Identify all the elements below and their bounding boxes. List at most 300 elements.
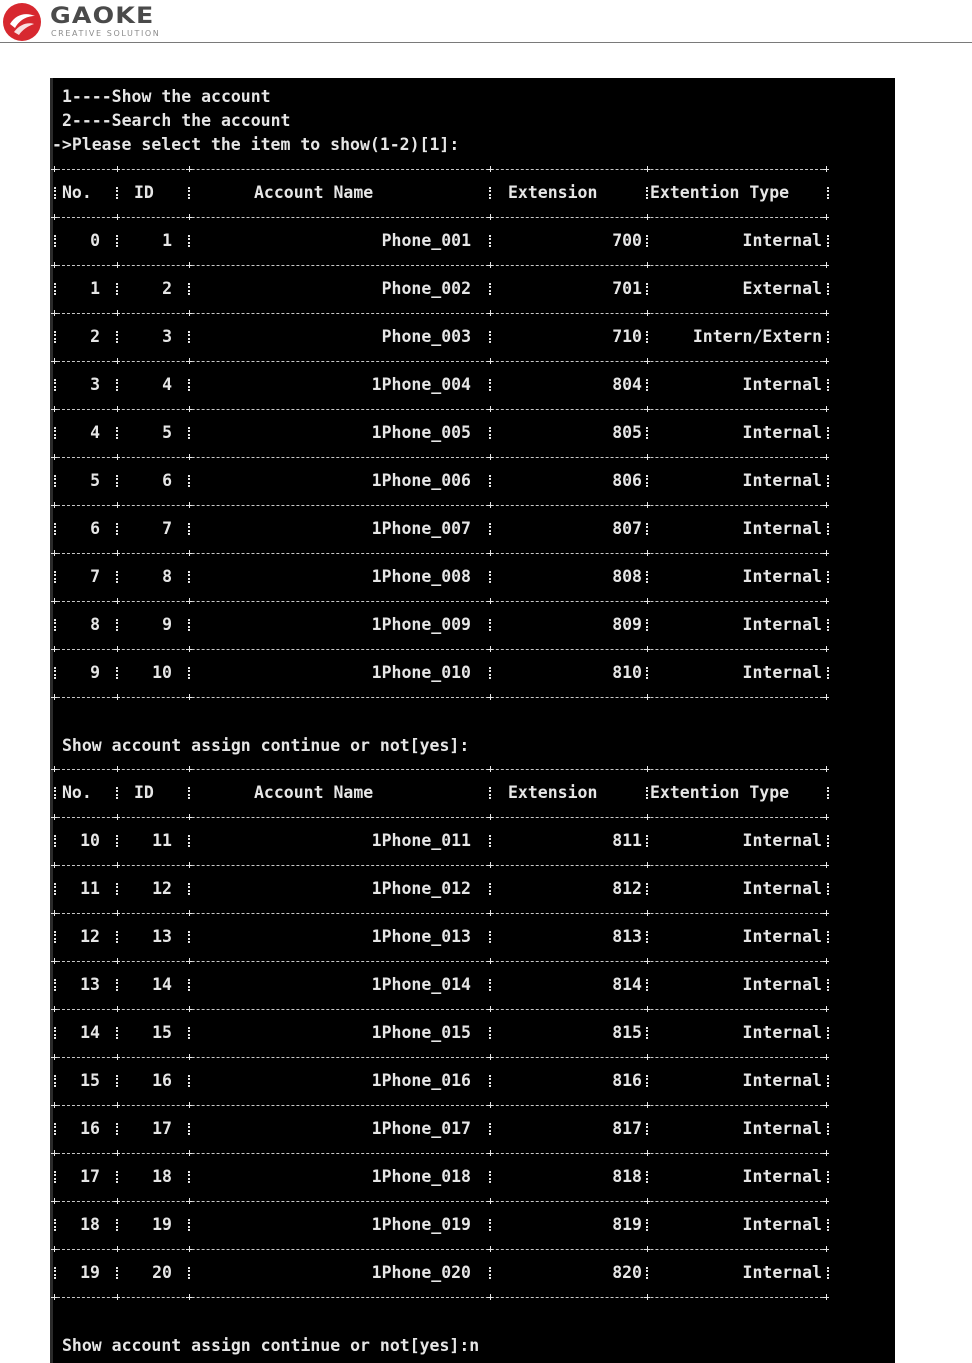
border-junction: [186, 310, 192, 316]
border-junction: [487, 358, 493, 364]
border-junction: [51, 598, 57, 604]
border-junction: [823, 358, 829, 364]
column-separator: [116, 1075, 120, 1087]
column-separator: [827, 1171, 831, 1183]
column-separator: [827, 379, 831, 391]
column-separator: [188, 1123, 192, 1135]
continue-prompt: Show account assign continue or not[yes]:n: [62, 1336, 480, 1355]
border-junction: [644, 502, 650, 508]
menu-item: 1----Show the account: [62, 87, 271, 106]
row-account-name: 1Phone_015: [371, 1023, 471, 1042]
column-separator: [646, 1075, 650, 1087]
column-separator: [827, 1219, 831, 1231]
row-extension-type: Internal: [742, 831, 822, 850]
border-junction: [114, 214, 120, 220]
column-separator: [489, 235, 493, 247]
border-junction: [823, 310, 829, 316]
border-junction: [51, 1150, 57, 1156]
border-junction: [823, 910, 829, 916]
border-junction: [487, 862, 493, 868]
column-separator: [489, 1219, 493, 1231]
border-junction: [186, 406, 192, 412]
column-header: ID: [134, 783, 154, 802]
column-separator: [54, 979, 58, 991]
border-junction: [644, 406, 650, 412]
column-separator: [116, 667, 120, 679]
border-junction: [644, 1054, 650, 1060]
border-junction: [487, 310, 493, 316]
column-separator: [489, 427, 493, 439]
column-separator: [188, 931, 192, 943]
column-separator: [188, 1171, 192, 1183]
column-separator: [646, 1123, 650, 1135]
row-extension-type: Internal: [742, 1071, 822, 1090]
row-extension: 812: [612, 879, 642, 898]
row-extension: 811: [612, 831, 642, 850]
table-border: [52, 1249, 828, 1250]
border-junction: [186, 766, 192, 772]
table-border: [52, 961, 828, 962]
column-separator: [54, 379, 58, 391]
border-junction: [51, 166, 57, 172]
column-separator: [54, 835, 58, 847]
row-no: 19: [80, 1263, 100, 1282]
border-junction: [487, 646, 493, 652]
column-separator: [54, 931, 58, 943]
document-header: [0, 0, 972, 44]
column-separator: [827, 667, 831, 679]
column-separator: [489, 571, 493, 583]
column-separator: [489, 187, 493, 199]
row-extension: 809: [612, 615, 642, 634]
column-separator: [489, 331, 493, 343]
border-junction: [114, 1006, 120, 1012]
border-junction: [487, 958, 493, 964]
row-account-name: 1Phone_007: [371, 519, 471, 538]
border-junction: [487, 166, 493, 172]
border-junction: [114, 262, 120, 268]
border-junction: [487, 694, 493, 700]
row-id: 13: [152, 927, 172, 946]
table-border: [52, 1153, 828, 1154]
border-junction: [186, 1102, 192, 1108]
column-header: ID: [134, 183, 154, 202]
column-separator: [489, 1171, 493, 1183]
column-separator: [827, 571, 831, 583]
column-separator: [646, 571, 650, 583]
column-separator: [646, 667, 650, 679]
border-junction: [487, 406, 493, 412]
border-junction: [51, 550, 57, 556]
column-separator: [54, 1123, 58, 1135]
column-separator: [827, 1267, 831, 1279]
row-account-name: Phone_001: [381, 231, 471, 250]
border-junction: [186, 1054, 192, 1060]
row-extension: 820: [612, 1263, 642, 1282]
column-separator: [54, 787, 58, 799]
row-no: 0: [90, 231, 100, 250]
column-separator: [54, 427, 58, 439]
border-junction: [644, 598, 650, 604]
column-header: Extension: [508, 783, 598, 802]
border-junction: [114, 550, 120, 556]
border-junction: [51, 454, 57, 460]
column-separator: [646, 1027, 650, 1039]
table-border: [52, 361, 828, 362]
row-extension-type: Internal: [742, 1263, 822, 1282]
border-junction: [644, 1102, 650, 1108]
column-separator: [188, 667, 192, 679]
column-separator: [489, 787, 493, 799]
row-id: 10: [152, 663, 172, 682]
terminal-window: [50, 78, 895, 1363]
border-junction: [487, 1150, 493, 1156]
column-header: Account Name: [254, 183, 374, 202]
border-junction: [644, 214, 650, 220]
column-separator: [646, 883, 650, 895]
row-id: 20: [152, 1263, 172, 1282]
border-junction: [823, 1198, 829, 1204]
row-extension: 808: [612, 567, 642, 586]
border-junction: [644, 1150, 650, 1156]
column-separator: [188, 787, 192, 799]
column-separator: [827, 787, 831, 799]
row-no: 15: [80, 1071, 100, 1090]
column-separator: [646, 931, 650, 943]
border-junction: [186, 1198, 192, 1204]
border-junction: [823, 1150, 829, 1156]
table-border: [52, 217, 828, 218]
border-junction: [487, 1054, 493, 1060]
table-border: [52, 1105, 828, 1106]
row-id: 15: [152, 1023, 172, 1042]
column-separator: [646, 331, 650, 343]
border-junction: [186, 862, 192, 868]
border-junction: [114, 1150, 120, 1156]
column-separator: [54, 619, 58, 631]
column-separator: [827, 427, 831, 439]
table-border: [52, 601, 828, 602]
border-junction: [487, 1294, 493, 1300]
row-account-name: 1Phone_006: [371, 471, 471, 490]
row-account-name: 1Phone_016: [371, 1071, 471, 1090]
row-extension-type: Internal: [742, 519, 822, 538]
border-junction: [186, 598, 192, 604]
row-no: 11: [80, 879, 100, 898]
row-account-name: 1Phone_009: [371, 615, 471, 634]
select-prompt: ->Please select the item to show(1-2)[1]:: [52, 135, 460, 154]
column-separator: [116, 787, 120, 799]
row-account-name: 1Phone_011: [371, 831, 471, 850]
column-separator: [116, 1219, 120, 1231]
border-junction: [186, 502, 192, 508]
table-border: [52, 1009, 828, 1010]
border-junction: [644, 310, 650, 316]
row-extension-type: Internal: [742, 615, 822, 634]
row-id: 12: [152, 879, 172, 898]
border-junction: [186, 1006, 192, 1012]
column-separator: [646, 283, 650, 295]
column-separator: [116, 619, 120, 631]
column-separator: [646, 835, 650, 847]
column-separator: [54, 235, 58, 247]
border-junction: [823, 766, 829, 772]
border-junction: [823, 166, 829, 172]
column-separator: [54, 475, 58, 487]
column-separator: [827, 619, 831, 631]
row-no: 4: [90, 423, 100, 442]
border-junction: [823, 1294, 829, 1300]
column-separator: [54, 1171, 58, 1183]
column-separator: [188, 523, 192, 535]
border-junction: [51, 1294, 57, 1300]
table-border: [52, 505, 828, 506]
column-separator: [116, 523, 120, 535]
border-junction: [186, 694, 192, 700]
column-separator: [116, 835, 120, 847]
column-separator: [116, 883, 120, 895]
row-id: 3: [162, 327, 172, 346]
border-junction: [823, 814, 829, 820]
column-separator: [116, 379, 120, 391]
row-extension-type: Internal: [742, 423, 822, 442]
row-extension: 817: [612, 1119, 642, 1138]
border-junction: [51, 214, 57, 220]
row-no: 2: [90, 327, 100, 346]
border-junction: [823, 694, 829, 700]
row-id: 2: [162, 279, 172, 298]
column-separator: [827, 475, 831, 487]
column-separator: [54, 571, 58, 583]
column-separator: [489, 931, 493, 943]
column-separator: [116, 1171, 120, 1183]
row-no: 1: [90, 279, 100, 298]
border-junction: [644, 958, 650, 964]
border-junction: [186, 166, 192, 172]
border-junction: [186, 814, 192, 820]
column-separator: [188, 235, 192, 247]
border-junction: [51, 1198, 57, 1204]
row-extension: 818: [612, 1167, 642, 1186]
column-separator: [827, 1123, 831, 1135]
column-separator: [489, 1027, 493, 1039]
column-header: Extention Type: [650, 783, 790, 802]
row-id: 11: [152, 831, 172, 850]
row-extension: 813: [612, 927, 642, 946]
table-border: [52, 169, 828, 170]
border-junction: [487, 814, 493, 820]
border-junction: [644, 766, 650, 772]
column-separator: [489, 475, 493, 487]
column-header: No.: [62, 783, 92, 802]
column-separator: [188, 979, 192, 991]
row-no: 8: [90, 615, 100, 634]
column-separator: [188, 1267, 192, 1279]
border-junction: [114, 310, 120, 316]
border-junction: [487, 502, 493, 508]
column-separator: [116, 1123, 120, 1135]
column-separator: [489, 1075, 493, 1087]
border-junction: [51, 310, 57, 316]
border-junction: [823, 214, 829, 220]
column-separator: [54, 283, 58, 295]
brand-tagline: CREATIVE SOLUTION: [51, 29, 161, 38]
column-header: Extention Type: [650, 183, 790, 202]
border-junction: [51, 910, 57, 916]
column-separator: [489, 379, 493, 391]
row-extension: 805: [612, 423, 642, 442]
row-no: 5: [90, 471, 100, 490]
border-junction: [114, 814, 120, 820]
row-extension-type: External: [742, 279, 822, 298]
row-id: 18: [152, 1167, 172, 1186]
row-extension-type: Internal: [742, 663, 822, 682]
border-junction: [487, 910, 493, 916]
column-separator: [646, 979, 650, 991]
table-border: [52, 313, 828, 314]
border-junction: [487, 1102, 493, 1108]
column-separator: [827, 187, 831, 199]
border-junction: [186, 550, 192, 556]
column-separator: [827, 331, 831, 343]
border-junction: [51, 1006, 57, 1012]
row-extension-type: Internal: [742, 927, 822, 946]
border-junction: [487, 454, 493, 460]
column-separator: [489, 1267, 493, 1279]
column-separator: [116, 1027, 120, 1039]
column-separator: [188, 1219, 192, 1231]
table-border: [52, 1057, 828, 1058]
row-extension-type: Internal: [742, 975, 822, 994]
column-separator: [188, 1027, 192, 1039]
header-divider: [0, 42, 972, 43]
border-junction: [186, 262, 192, 268]
column-separator: [827, 235, 831, 247]
border-junction: [186, 454, 192, 460]
column-separator: [188, 883, 192, 895]
border-junction: [114, 406, 120, 412]
border-junction: [487, 598, 493, 604]
row-account-name: 1Phone_017: [371, 1119, 471, 1138]
row-account-name: 1Phone_019: [371, 1215, 471, 1234]
column-separator: [489, 979, 493, 991]
row-extension-type: Internal: [742, 1023, 822, 1042]
border-junction: [644, 814, 650, 820]
border-junction: [51, 814, 57, 820]
border-junction: [823, 454, 829, 460]
border-junction: [487, 1246, 493, 1252]
column-separator: [54, 1075, 58, 1087]
row-extension-type: Intern/Extern: [692, 327, 822, 346]
border-junction: [186, 1294, 192, 1300]
column-separator: [827, 931, 831, 943]
border-junction: [186, 1246, 192, 1252]
column-separator: [188, 571, 192, 583]
border-junction: [487, 214, 493, 220]
menu-item: 2----Search the account: [62, 111, 291, 130]
table-border: [52, 1297, 828, 1298]
row-id: 6: [162, 471, 172, 490]
row-id: 4: [162, 375, 172, 394]
border-junction: [644, 910, 650, 916]
column-separator: [54, 187, 58, 199]
border-junction: [114, 454, 120, 460]
row-account-name: 1Phone_013: [371, 927, 471, 946]
column-separator: [827, 1027, 831, 1039]
row-extension: 700: [612, 231, 642, 250]
border-junction: [51, 1246, 57, 1252]
row-id: 9: [162, 615, 172, 634]
border-junction: [823, 550, 829, 556]
border-junction: [114, 1246, 120, 1252]
border-junction: [114, 502, 120, 508]
row-no: 16: [80, 1119, 100, 1138]
border-junction: [51, 766, 57, 772]
row-extension-type: Internal: [742, 1215, 822, 1234]
row-account-name: Phone_002: [381, 279, 471, 298]
border-junction: [186, 958, 192, 964]
border-junction: [51, 1102, 57, 1108]
column-header: Extension: [508, 183, 598, 202]
border-junction: [51, 1054, 57, 1060]
row-no: 9: [90, 663, 100, 682]
column-separator: [188, 427, 192, 439]
row-account-name: Phone_003: [381, 327, 471, 346]
border-junction: [823, 1246, 829, 1252]
table-border: [52, 913, 828, 914]
border-junction: [114, 598, 120, 604]
brand-name: GAOKE: [50, 4, 155, 29]
row-extension-type: Internal: [742, 231, 822, 250]
column-separator: [646, 1267, 650, 1279]
row-account-name: 1Phone_020: [371, 1263, 471, 1282]
column-separator: [54, 1219, 58, 1231]
column-separator: [54, 883, 58, 895]
border-junction: [487, 1198, 493, 1204]
border-junction: [644, 550, 650, 556]
column-separator: [646, 379, 650, 391]
row-no: 10: [80, 831, 100, 850]
border-junction: [487, 262, 493, 268]
column-separator: [116, 979, 120, 991]
border-junction: [114, 958, 120, 964]
column-separator: [646, 1219, 650, 1231]
row-extension-type: Internal: [742, 879, 822, 898]
border-junction: [644, 646, 650, 652]
column-separator: [489, 667, 493, 679]
row-no: 12: [80, 927, 100, 946]
row-extension-type: Internal: [742, 1167, 822, 1186]
border-junction: [823, 862, 829, 868]
column-separator: [827, 523, 831, 535]
column-separator: [188, 283, 192, 295]
border-junction: [644, 1294, 650, 1300]
column-separator: [188, 835, 192, 847]
row-account-name: 1Phone_014: [371, 975, 471, 994]
column-separator: [646, 235, 650, 247]
column-separator: [646, 523, 650, 535]
row-extension: 806: [612, 471, 642, 490]
column-separator: [54, 1267, 58, 1279]
column-separator: [116, 1267, 120, 1279]
row-extension-type: Internal: [742, 567, 822, 586]
column-separator: [489, 283, 493, 295]
table-border: [52, 457, 828, 458]
border-junction: [51, 958, 57, 964]
column-separator: [188, 1075, 192, 1087]
row-extension: 814: [612, 975, 642, 994]
row-account-name: 1Phone_004: [371, 375, 471, 394]
